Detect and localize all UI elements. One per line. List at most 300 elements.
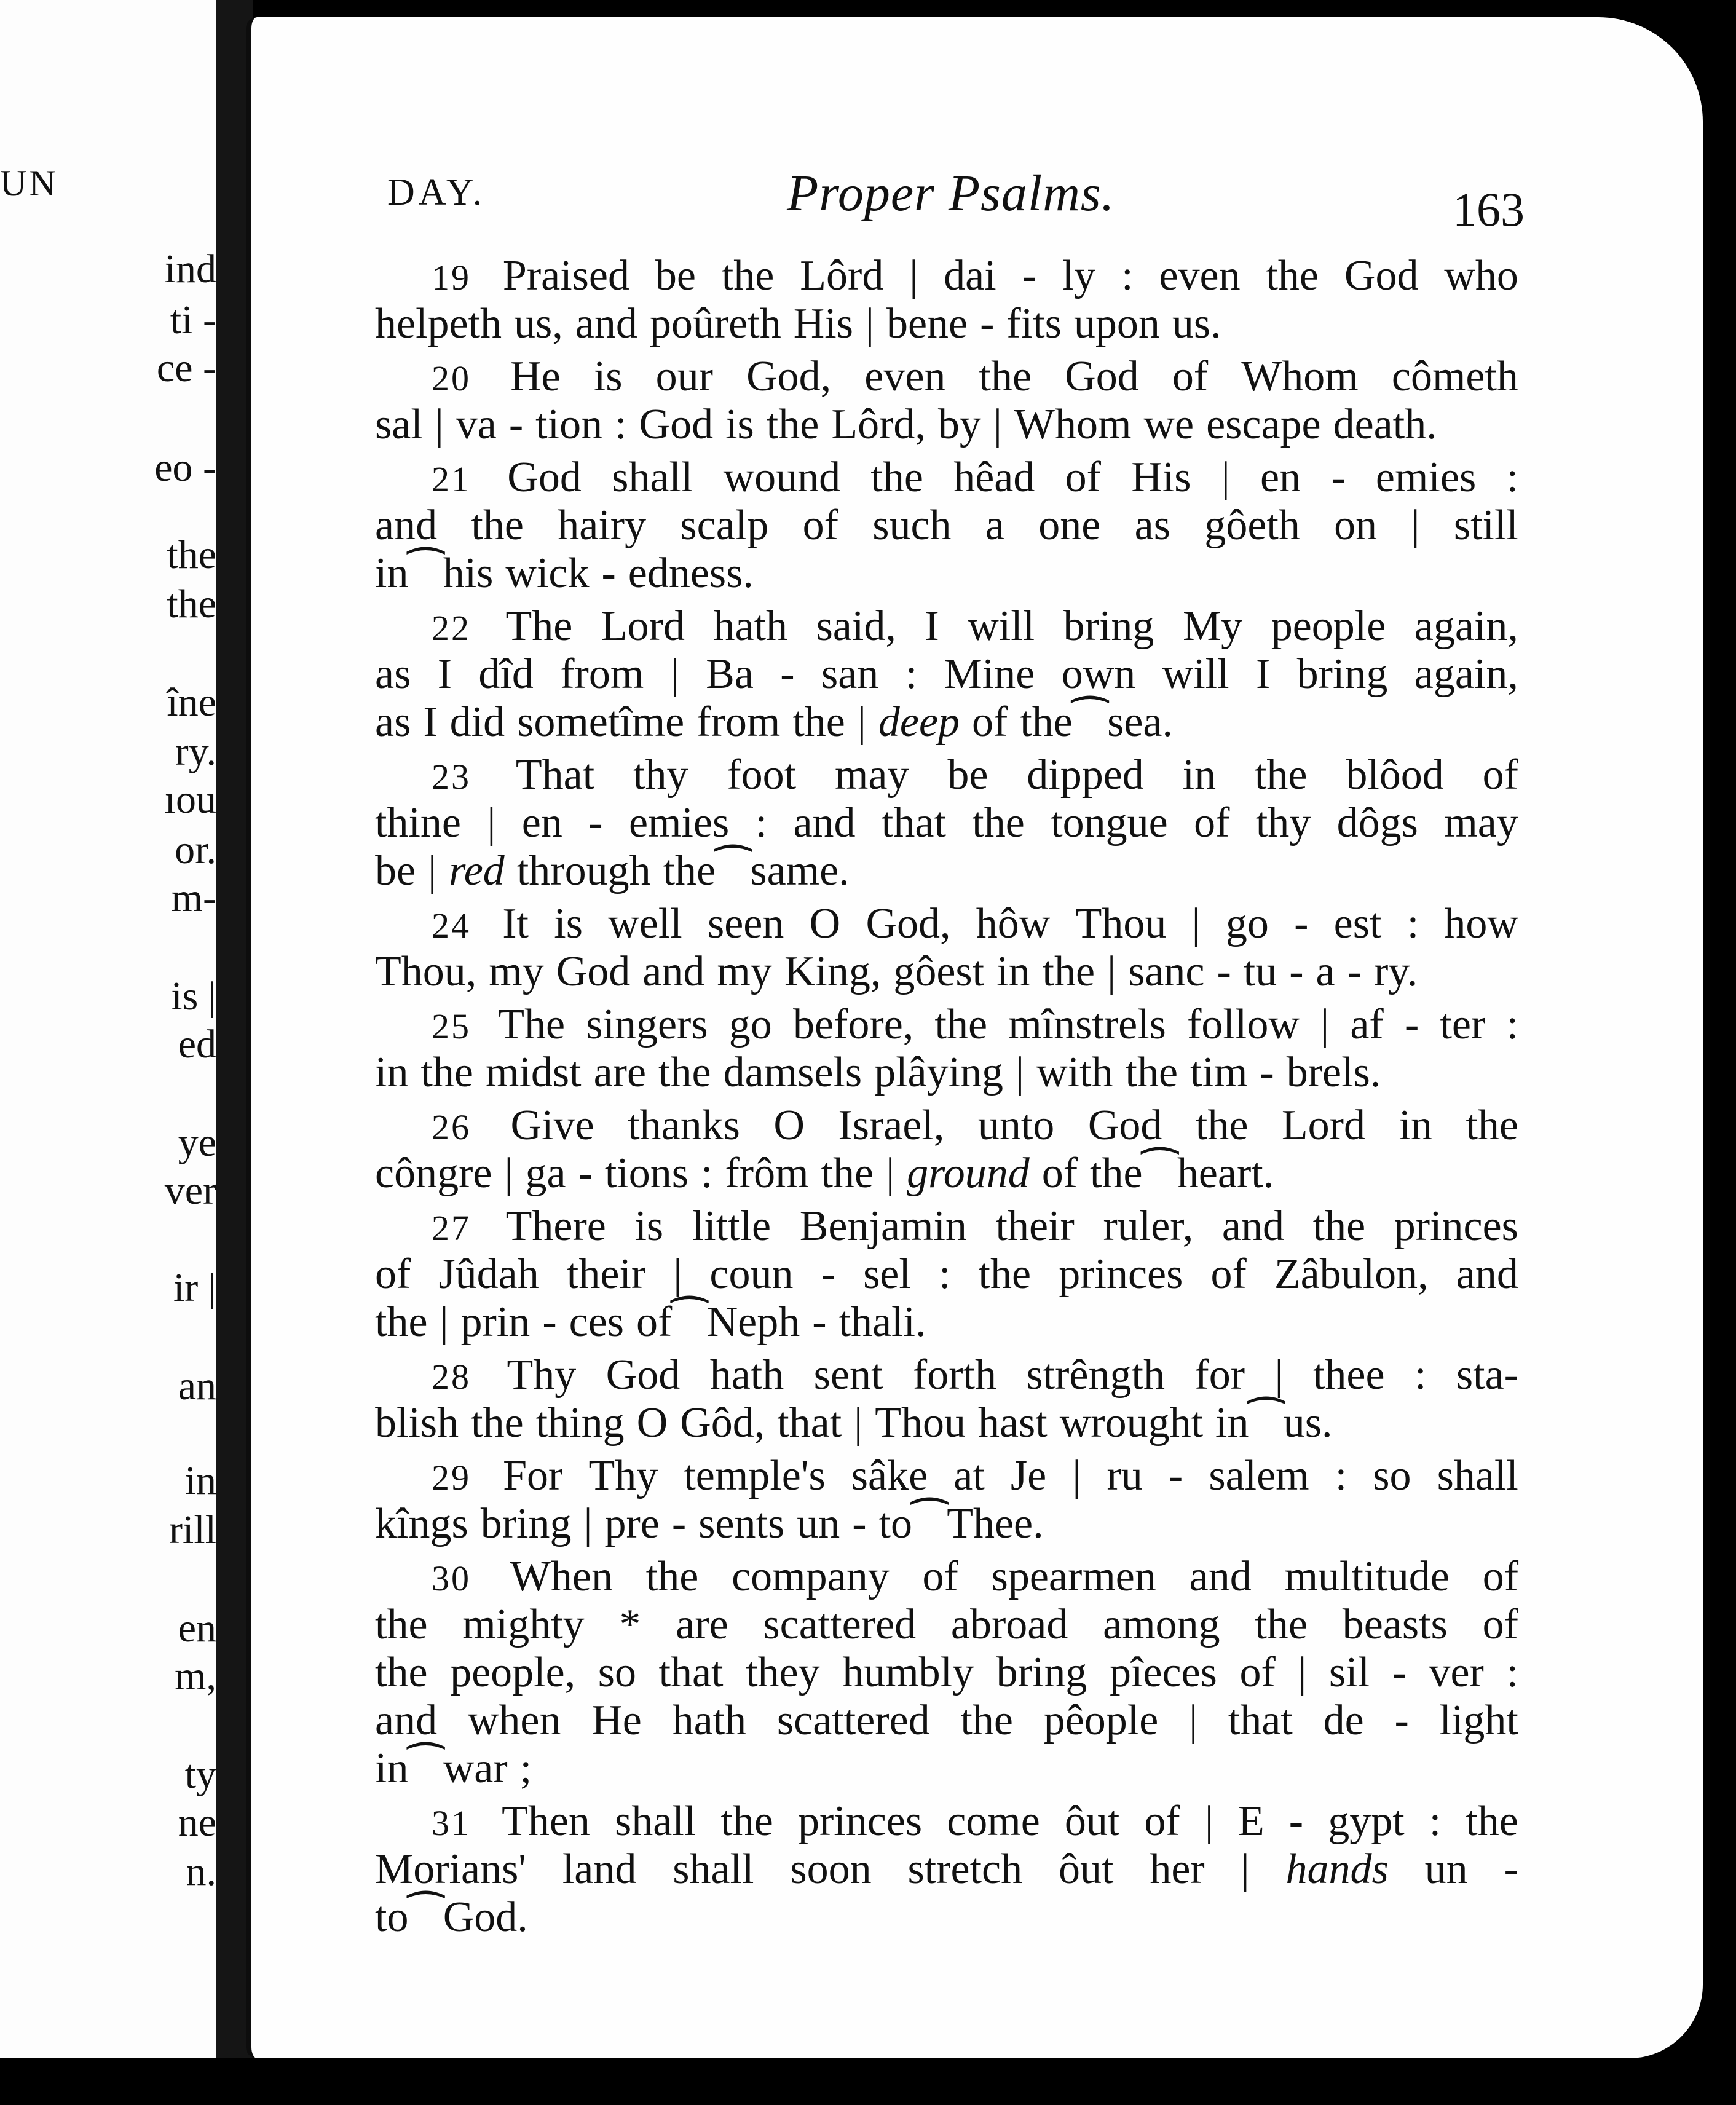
word: bring (480, 1500, 572, 1547)
word: : (1429, 1798, 1442, 1845)
verse-line (375, 300, 1518, 348)
word: as (1134, 502, 1170, 549)
word: : (1335, 1452, 1347, 1499)
verse-number: 31 (432, 1803, 471, 1843)
word: un (797, 1500, 840, 1547)
word: blish (375, 1399, 459, 1447)
left-page-fragment: ti - (170, 298, 216, 342)
word: scattered (776, 1697, 930, 1744)
word: | (1107, 948, 1116, 995)
word: light (1439, 1697, 1518, 1744)
word: so (598, 1649, 636, 1696)
word: and (375, 502, 438, 549)
verse-number: 22 (432, 608, 471, 648)
verse-line (375, 252, 1518, 300)
psalm-verse (375, 602, 1518, 746)
word: hairy (558, 502, 647, 549)
word: for (1194, 1351, 1245, 1399)
word: Thy (507, 1351, 577, 1399)
word: God (1065, 353, 1139, 400)
word: His (1131, 454, 1191, 501)
word: in⁀us. (1215, 1399, 1333, 1447)
word: and (1221, 1203, 1284, 1250)
word: | (1320, 1001, 1330, 1048)
word: ruler, (1103, 1203, 1194, 1250)
verse-number: 25 (432, 1006, 471, 1046)
word: abroad (950, 1601, 1068, 1648)
word: Lord (1281, 1102, 1365, 1149)
word: For (503, 1452, 563, 1499)
word: the (1042, 948, 1095, 995)
word: singers (586, 1001, 708, 1048)
word: | (1204, 1798, 1213, 1845)
left-page-fragment: m- (171, 875, 216, 920)
word: the (821, 1150, 874, 1197)
verse-line (375, 550, 1518, 598)
word: - (601, 550, 616, 597)
word: | (1411, 502, 1420, 549)
word: It (502, 900, 529, 947)
word: is (634, 1203, 664, 1250)
word: ry. (1373, 948, 1418, 995)
word: My (1182, 602, 1243, 650)
word: of (922, 1553, 958, 1600)
word: | (440, 1298, 449, 1346)
verse-line (375, 1798, 1518, 1846)
word: of (1194, 799, 1230, 847)
word: still (1453, 502, 1518, 549)
word: will (968, 602, 1035, 650)
word: from (696, 698, 781, 746)
word: and (1456, 1250, 1518, 1298)
word: foot (727, 751, 797, 799)
word: scattered (763, 1601, 917, 1648)
word: sents (698, 1500, 785, 1547)
word: of (1482, 751, 1518, 799)
left-page-fragment: ce - (156, 346, 216, 390)
word: shall (673, 1846, 754, 1893)
left-page-fragment: ver (164, 1168, 216, 1213)
word: Whom (1014, 401, 1132, 448)
word: | (1274, 1351, 1284, 1399)
word: of (1239, 1649, 1276, 1696)
word: by (937, 401, 981, 448)
word: | (1221, 454, 1230, 501)
left-page-fragment: UN (0, 163, 58, 203)
word: mînstrels (1008, 1001, 1166, 1048)
word: dôgs (1336, 799, 1418, 847)
word: sâke (851, 1452, 928, 1499)
word: said, (816, 602, 896, 650)
word: fits (1006, 300, 1062, 347)
word: - (780, 650, 795, 698)
word: - (1260, 1049, 1274, 1096)
verse-number: 24 (432, 906, 471, 946)
word: follow (1187, 1001, 1300, 1048)
word: - (812, 1298, 827, 1346)
word: strêngth (1026, 1351, 1165, 1399)
left-page-fragment: or. (175, 827, 216, 872)
word: I (925, 602, 939, 650)
word: : (1506, 1649, 1518, 1696)
psalm-verse (375, 1553, 1518, 1793)
word: hôw (976, 900, 1051, 947)
word: the (420, 1049, 473, 1096)
word: we (1143, 401, 1194, 448)
word: their (995, 1203, 1075, 1250)
left-page-fragment: îne (167, 680, 216, 725)
word: and (793, 799, 856, 847)
verse-line (375, 1601, 1518, 1649)
word: ter (1440, 1001, 1486, 1048)
word: ôut (1058, 1846, 1114, 1893)
word: sent (813, 1351, 883, 1399)
word: thing (535, 1399, 625, 1447)
verse-line (375, 1001, 1518, 1049)
word: helpeth (375, 300, 502, 347)
word: in⁀war (375, 1745, 508, 1792)
left-page-fragment: in (184, 1458, 216, 1503)
word: dipped (1027, 751, 1144, 799)
word: coun (709, 1250, 794, 1298)
word: of (1482, 1601, 1518, 1648)
word: of⁀Neph (636, 1298, 800, 1346)
word: O (636, 1399, 668, 1447)
word: hast (977, 1399, 1048, 1447)
word: | (1191, 900, 1201, 947)
word: may (834, 751, 909, 799)
word: | (857, 698, 866, 746)
word: the (1195, 1102, 1249, 1149)
word: O (809, 900, 841, 947)
word: of (1172, 353, 1209, 400)
word: so (1373, 1452, 1411, 1499)
running-head-day: DAY. (387, 172, 486, 213)
word: | (1072, 1452, 1081, 1499)
verse-line (375, 900, 1518, 948)
verse-line (375, 1745, 1518, 1793)
word: the (375, 1649, 428, 1696)
word: in (375, 1049, 409, 1096)
word: Lord (601, 602, 685, 650)
word: | (1241, 1846, 1250, 1893)
word: | (886, 1150, 895, 1197)
word: did (449, 698, 505, 746)
word: Thy (588, 1452, 658, 1499)
word: kîngs (375, 1500, 468, 1547)
word: : (755, 799, 768, 847)
word: with (1036, 1049, 1113, 1096)
word: to⁀God. (375, 1894, 528, 1941)
verse-line (375, 502, 1518, 550)
word: | (1298, 1649, 1307, 1696)
word: tongue (1051, 799, 1168, 847)
word: the⁀heart. (1090, 1150, 1274, 1197)
word: He (591, 1697, 642, 1744)
left-page-fragment: eo - (154, 445, 216, 490)
word: in (996, 948, 1030, 995)
word: en (521, 799, 562, 847)
word: tion (535, 401, 603, 448)
word: - (1394, 1697, 1409, 1744)
verse-line (375, 1553, 1518, 1601)
psalm-verse (375, 1351, 1518, 1447)
word: bring (1063, 602, 1154, 650)
left-page-fragment: ind (164, 247, 216, 291)
verse-line (375, 1894, 1518, 1941)
word: E (1237, 1798, 1265, 1845)
word: princes (1059, 1250, 1183, 1298)
word: God (556, 948, 631, 995)
word: be (655, 252, 696, 299)
word: sanc (1128, 948, 1205, 995)
verse-line (375, 1846, 1518, 1894)
word: the⁀sea. (1020, 698, 1174, 746)
word: are (676, 1601, 728, 1648)
scan-background (0, 2058, 1736, 2105)
verse-line (375, 650, 1518, 698)
verse-line (375, 1649, 1518, 1697)
psalm-verse (375, 1798, 1518, 1941)
word: en (1260, 454, 1301, 501)
word: pre (604, 1500, 660, 1547)
word: Lôrd, (831, 401, 926, 448)
verse-number: 26 (432, 1107, 471, 1147)
word: the (721, 252, 775, 299)
word: hath (709, 1351, 784, 1399)
word: of (1210, 1250, 1247, 1298)
word: the (720, 1798, 773, 1845)
word: may (1444, 799, 1518, 847)
word: scalp (680, 502, 769, 549)
word: of (375, 1250, 411, 1298)
word: princes (1394, 1203, 1518, 1250)
word: her (1150, 1846, 1205, 1893)
word: ; (519, 1745, 532, 1792)
word: His (793, 300, 853, 347)
left-page-fragment: the (167, 532, 216, 577)
word: - (1217, 948, 1231, 995)
word: : (938, 1250, 951, 1298)
word: go (728, 1001, 772, 1048)
word: the (979, 353, 1032, 400)
word: the (471, 502, 524, 549)
word: in (1399, 1102, 1432, 1149)
verse-line (375, 1250, 1518, 1298)
word: shall (612, 454, 693, 501)
word: us, (514, 300, 563, 347)
word: Zâbulon, (1274, 1250, 1429, 1298)
word: dai (944, 252, 996, 299)
left-page-fragment: ıou (164, 777, 216, 822)
word: the (1266, 252, 1319, 299)
word: from (560, 650, 644, 698)
word: the (645, 1553, 699, 1600)
word: is (554, 900, 583, 947)
psalm-verse (375, 1452, 1518, 1548)
word: as (375, 650, 411, 698)
word: damsels (723, 1049, 862, 1096)
word: in⁀his (375, 550, 494, 597)
psalm-verse (375, 1203, 1518, 1346)
word: * (619, 1601, 641, 1648)
word: : (1407, 900, 1419, 947)
word: I (423, 698, 438, 746)
word: again, (1414, 602, 1518, 650)
psalm-verse (375, 1001, 1518, 1097)
verse-number: 30 (432, 1558, 471, 1598)
word: Praised (502, 252, 629, 299)
word: - (588, 799, 603, 847)
word: Thou (1075, 900, 1167, 947)
word: even (864, 353, 946, 400)
word: - (508, 401, 524, 448)
word: little (692, 1203, 771, 1250)
verse-line (375, 1049, 1518, 1097)
word: the (934, 1001, 988, 1048)
word: Lôrd (800, 252, 884, 299)
verse-line (375, 698, 1518, 746)
word: at (953, 1452, 985, 1499)
word: | (487, 799, 496, 847)
word: the (766, 401, 819, 448)
word: - (821, 1250, 835, 1298)
verse-line (375, 1102, 1518, 1150)
word: the (1466, 1102, 1518, 1149)
left-page-fragment: en (178, 1606, 216, 1651)
psalm-verse (375, 353, 1518, 449)
word: people (1271, 602, 1386, 650)
word: land (562, 1846, 637, 1893)
psalm-verse (375, 751, 1518, 895)
word: : (1506, 454, 1518, 501)
word: my (717, 948, 772, 995)
running-head (387, 164, 1525, 236)
word: de (1323, 1697, 1364, 1744)
word: pêople (1043, 1697, 1159, 1744)
word: God (606, 1351, 681, 1399)
word: - (1392, 1649, 1407, 1696)
word: - (542, 1298, 557, 1346)
word: midst (485, 1049, 582, 1096)
word: blôod (1346, 751, 1444, 799)
word: san (821, 650, 879, 698)
word: God, (746, 353, 832, 400)
word: bene (886, 300, 968, 347)
word: ru (1107, 1452, 1143, 1499)
word: shall (615, 1798, 696, 1845)
word: wound (723, 454, 841, 501)
verse-number: 28 (432, 1357, 471, 1397)
word: that (658, 1649, 724, 1696)
word: beasts (1342, 1601, 1448, 1648)
word: to⁀Thee. (878, 1500, 1044, 1547)
word: Thou, (375, 948, 477, 995)
word: dîd (478, 650, 534, 698)
word: death. (1333, 401, 1437, 448)
word: us. (1172, 300, 1221, 347)
word: among (1103, 1601, 1220, 1648)
word: soon (790, 1846, 872, 1893)
word: and (1189, 1553, 1252, 1600)
word: I (1255, 650, 1271, 698)
word: af (1350, 1001, 1384, 1048)
italic-word: deep (878, 698, 960, 746)
word: | (583, 1500, 593, 1547)
word: a (1316, 948, 1335, 995)
word: | (428, 847, 437, 895)
word: prin (460, 1298, 531, 1346)
left-page-fragment: m, (175, 1654, 216, 1699)
word: tu (1243, 948, 1277, 995)
word: the (1254, 751, 1308, 799)
word: ces (569, 1298, 625, 1346)
left-page-fragment: the (167, 582, 216, 626)
verse-number: 27 (432, 1208, 471, 1248)
word: are (593, 1049, 647, 1096)
verse-line (375, 1298, 1518, 1346)
word: Mine (944, 650, 1035, 698)
psalm-verse (375, 454, 1518, 598)
word: Je (1010, 1452, 1047, 1499)
word: Benjamin (799, 1203, 967, 1250)
word: | (673, 1250, 682, 1298)
word: The (498, 1001, 566, 1048)
verse-line (375, 1351, 1518, 1399)
word: God (1087, 1102, 1162, 1149)
word: through (516, 847, 651, 895)
verse-line (375, 799, 1518, 847)
left-page-fragment: ty (184, 1752, 216, 1797)
word: - (1504, 1846, 1518, 1893)
word: unto (977, 1102, 1055, 1149)
word: the (375, 1298, 428, 1346)
word: - (1294, 900, 1309, 947)
left-page-fragment: ed (178, 1022, 216, 1067)
word: the (972, 799, 1025, 847)
italic-word: ground (907, 1150, 1030, 1197)
verse-line (375, 353, 1518, 401)
word: est (1333, 900, 1382, 947)
word: in (1182, 751, 1217, 799)
verse-line (375, 1452, 1518, 1500)
word: their (566, 1250, 646, 1298)
word: the (375, 1601, 428, 1648)
left-page-fragment: ir | (173, 1265, 216, 1310)
word: is (725, 401, 754, 448)
verse-line (375, 1150, 1518, 1198)
word: | (435, 401, 444, 448)
word: and (575, 300, 637, 347)
verse-line (375, 847, 1518, 895)
word: Then (502, 1798, 590, 1845)
word: | (1016, 1049, 1025, 1096)
word: seen (708, 900, 784, 947)
word: the⁀same. (663, 847, 850, 895)
word: of (972, 698, 1008, 746)
word: of (1041, 1150, 1078, 1197)
word: ôut (1064, 1798, 1120, 1845)
word: | (670, 650, 679, 698)
word: | (1189, 1697, 1198, 1744)
page-number: 163 (1453, 183, 1525, 236)
italic-word: hands (1285, 1846, 1389, 1893)
word: emies (628, 799, 730, 847)
word: sel (863, 1250, 911, 1298)
word: thy (633, 751, 688, 799)
left-page-fragment: n. (186, 1849, 216, 1894)
left-page-fragment: an (178, 1364, 216, 1408)
